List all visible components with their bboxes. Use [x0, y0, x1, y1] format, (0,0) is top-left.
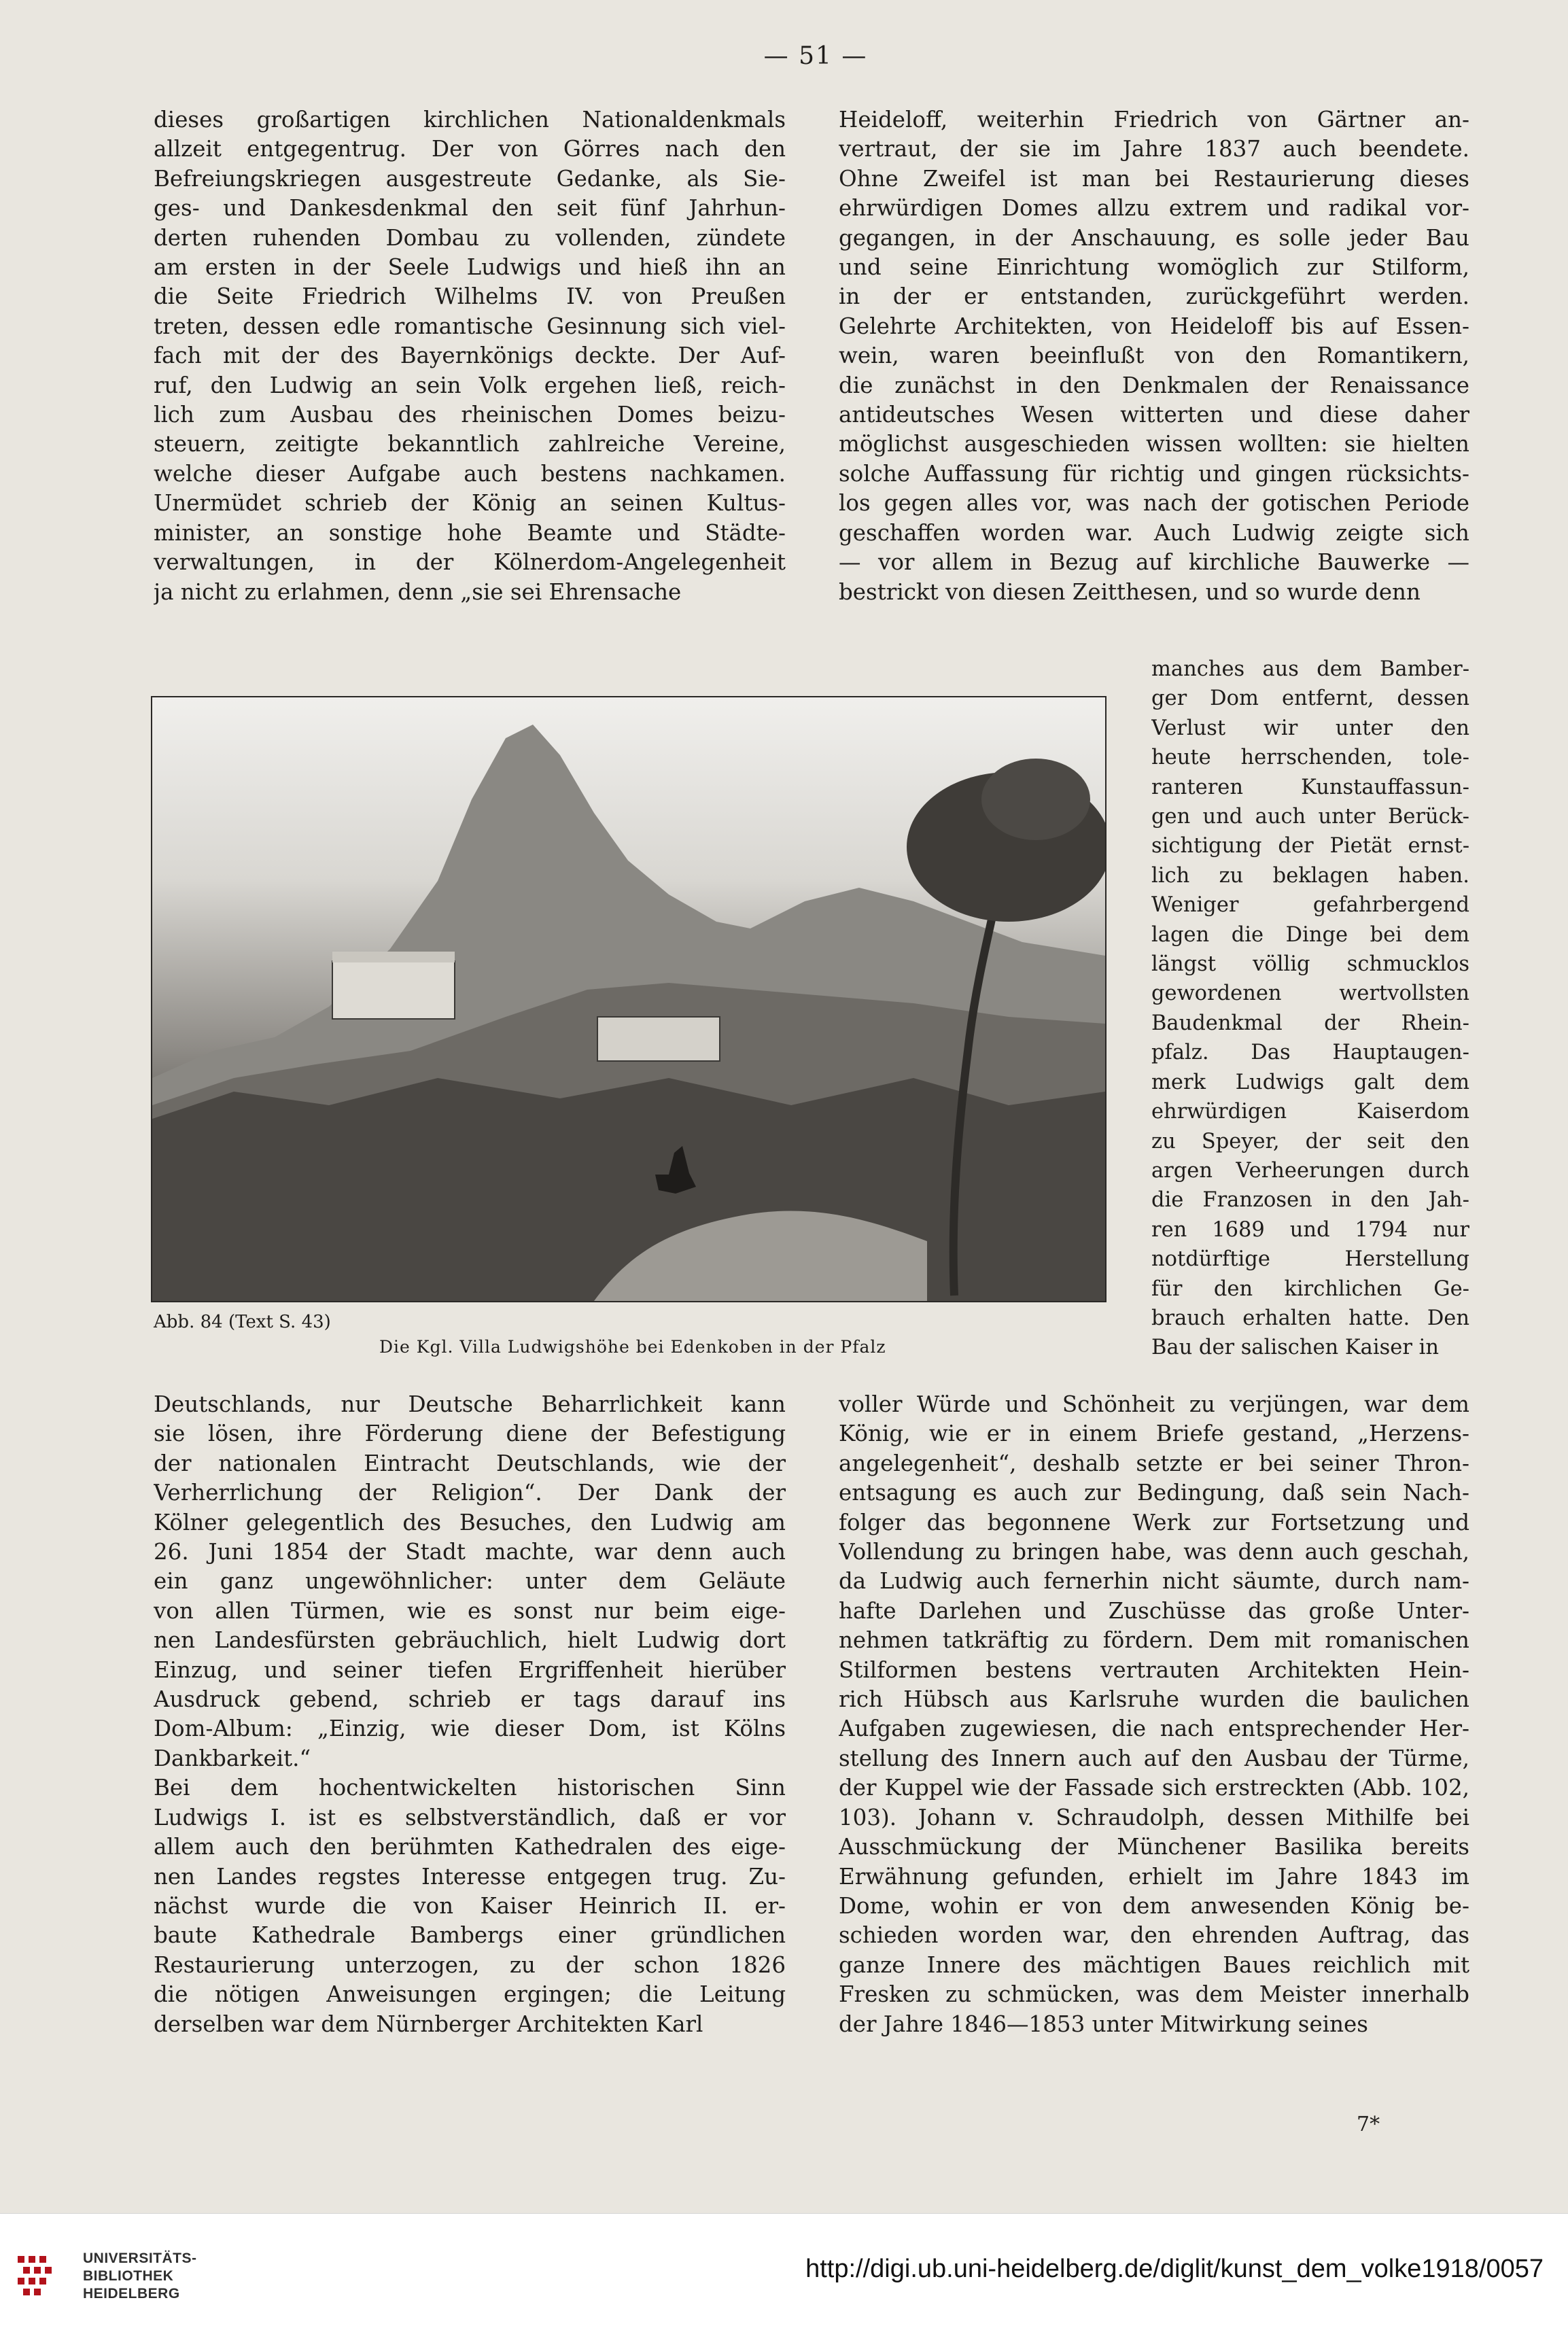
text-line: solche Auffassung für richtig und gingen rücksichts-: [839, 460, 1469, 487]
text-line: allzeit entgegentrug. Der von Görres nach den: [154, 136, 786, 162]
text-line: Deutschlands, nur Deutsche Beharrlichkeit kann: [154, 1391, 786, 1417]
text-line: ges- und Dankesdenkmal den seit fünf Jahrhun-: [154, 195, 786, 222]
text-line: notdürftige Herstellung: [1151, 1247, 1469, 1272]
text-line: Verherrlichung der Religion“. Der Dank der: [154, 1480, 786, 1506]
text-line: sichtigung der Pietät ernst-: [1151, 834, 1469, 858]
text-line: brauch erhalten hatte. Den: [1151, 1306, 1469, 1330]
text-line: der Jahre 1846—1853 unter Mitwirkung seines: [839, 2011, 1368, 2037]
text-line: Bei dem hochentwickelten historischen Sinn: [154, 1775, 786, 1801]
text-line: Unermüdet schrieb der König an seinen Kultus-: [154, 490, 786, 517]
text-line: die nötigen Anweisungen ergingen; die Leitung: [154, 1981, 786, 2008]
text-line: die Seite Friedrich Wilhelms IV. von Preußen: [154, 283, 786, 310]
text-line: lich zu beklagen haben.: [1151, 863, 1469, 888]
text-line: allem auch den berühmten Kathedralen des eige-: [154, 1834, 786, 1860]
text-line: Aufgaben zugewiesen, die nach entsprechender Her-: [839, 1716, 1469, 1742]
text-line: Stilformen bestens vertrauten Architekten Hein-: [839, 1656, 1469, 1683]
text-line: angelegenheit“, deshalb setzte er bei seiner Thron-: [839, 1450, 1469, 1476]
text-line: geschaffen worden war. Auch Ludwig zeigte sich: [839, 519, 1469, 546]
library-name-line2: BIBLIOTHEK: [83, 2268, 174, 2284]
text-line: ehrwürdigen Kaiserdom: [1151, 1100, 1469, 1124]
text-line: ren 1689 und 1794 nur: [1151, 1217, 1469, 1242]
text-line: baute Kathedrale Bambergs einer gründlichen: [154, 1922, 786, 1949]
text-line: Vollendung zu bringen habe, was denn auch geschah,: [839, 1539, 1469, 1565]
text-line: möglichst ausgeschieden wissen wollten: sie hielten: [839, 431, 1469, 457]
text-line: längst völlig schmucklos: [1151, 952, 1469, 977]
text-column-bottom-right: [839, 1390, 1469, 2039]
text-line: entsagung es auch zur Bedingung, daß sein Nach-: [839, 1480, 1469, 1506]
text-line: derten ruhenden Dombau zu vollenden, zündete: [154, 224, 786, 251]
text-line: ganze Innere des mächtigen Baues reichlich mit: [839, 1951, 1469, 1978]
text-line: treten, dessen edle romantische Gesinnung sich viel-: [154, 313, 786, 339]
text-line: von allen Türmen, wie es sonst nur beim eige-: [154, 1597, 786, 1624]
text-line: fach mit der des Bayernkönigs deckte. Der Auf-: [154, 343, 786, 369]
library-name-line1: UNIVERSITÄTS-: [83, 2251, 197, 2266]
text-line: steuern, zeitigte bekanntlich zahlreiche Vereine,: [154, 431, 786, 457]
sheet-signature: 7*: [1357, 2113, 1380, 2136]
text-line: Restaurierung unterzogen, zu der schon 1826: [154, 1951, 786, 1978]
page-number: — 51 —: [763, 42, 868, 70]
text-line: ranteren Kunstauffassun-: [1151, 775, 1469, 799]
text-line: minister, an sonstige hohe Beamte und Städte-: [154, 519, 786, 546]
text-line: nen Landesfürsten gebräuchlich, hielt Ludwig dort: [154, 1627, 786, 1654]
text-line: und seine Einrichtung womöglich zur Stilform,: [839, 254, 1469, 281]
text-line: los gegen alles vor, was nach der gotischen Periode: [839, 490, 1469, 517]
text-line: in der er entstanden, zurückgeführt werden.: [839, 283, 1469, 310]
text-line: nen Landes regstes Interesse entgegen trug. Zu-: [154, 1863, 786, 1890]
figure-reference: Abb. 84 (Text S. 43): [154, 1312, 331, 1332]
text-line: Befreiungskriegen ausgestreute Gedanke, als Sie-: [154, 165, 786, 192]
text-line: wein, waren beeinflußt von den Romantikern,: [839, 343, 1469, 369]
text-line: Verlust wir unter den: [1151, 716, 1469, 740]
text-line: gegangen, in der Anschauung, es solle jeder Bau: [839, 224, 1469, 251]
text-line: da Ludwig auch fernerhin nicht säumte, durch nam-: [839, 1568, 1469, 1595]
text-line: lich zum Ausbau des rheinischen Domes beizu-: [154, 402, 786, 428]
text-column-bottom-left: [154, 1390, 786, 2039]
text-line: Dankbarkeit.“: [154, 1745, 311, 1771]
text-line: Ohne Zweifel ist man bei Restaurierung dieses: [839, 165, 1469, 192]
text-line: — vor allem in Bezug auf kirchliche Bauwerke —: [839, 549, 1469, 576]
text-line: welche dieser Aufgabe auch bestens nachkamen.: [154, 460, 786, 487]
text-line: verwaltungen, in der Kölnerdom-Angelegenheit: [154, 549, 786, 576]
source-url-link[interactable]: http://digi.ub.uni-heidelberg.de/diglit/kunst_dem_volke1918/0057: [805, 2255, 1544, 2283]
text-line: derselben war dem Nürnberger Architekten Karl: [154, 2011, 703, 2037]
library-name-line3: HEIDELBERG: [83, 2286, 180, 2301]
text-line: König, wie er in einem Briefe gestand, „Herzens-: [839, 1421, 1469, 1447]
text-line: nächst wurde die von Kaiser Heinrich II. er-: [154, 1892, 786, 1919]
text-line: Dom-Album: „Einzig, wie dieser Dom, ist Kölns: [154, 1716, 786, 1742]
text-line: Weniger gefahrbergend: [1151, 893, 1469, 918]
figure-illustration-villa: [151, 696, 1107, 1302]
text-line: voller Würde und Schönheit zu verjüngen, war dem: [839, 1391, 1469, 1417]
text-line: heute herrschenden, tole-: [1151, 746, 1469, 770]
text-line: Baudenkmal der Rhein-: [1151, 1011, 1469, 1035]
text-line: hafte Darlehen und Zuschüsse das große Unter-: [839, 1597, 1469, 1624]
text-line: Ausschmückung der Münchener Basilika bereits: [839, 1834, 1469, 1860]
digitization-footer: [0, 2213, 1568, 2328]
text-line: Einzug, und seiner tiefen Ergriffenheit hierüber: [154, 1656, 786, 1683]
text-line: sie lösen, ihre Förderung diene der Befestigung: [154, 1421, 786, 1447]
text-line: gewordenen wertvollsten: [1151, 981, 1469, 1006]
text-line: der Kuppel wie der Fassade sich erstreckten (Abb. 102,: [839, 1775, 1469, 1801]
text-line: ger Dom entfernt, dessen: [1151, 687, 1469, 711]
text-line: die zunächst in den Denkmalen der Renaissance: [839, 372, 1469, 398]
text-line: manches aus dem Bamber-: [1151, 657, 1469, 681]
text-line: für den kirchlichen Ge-: [1151, 1276, 1469, 1301]
text-line: die Franzosen in den Jah-: [1151, 1188, 1469, 1213]
text-line: antideutsches Wesen witterten und diese daher: [839, 402, 1469, 428]
text-line: Ludwigs I. ist es selbstverständlich, daß er vor: [154, 1804, 786, 1830]
text-line: Heideloff, weiterhin Friedrich von Gärtner an-: [839, 107, 1469, 133]
text-line: vertraut, der sie im Jahre 1837 auch beendete.: [839, 136, 1469, 162]
text-line: nehmen tatkräftig zu fördern. Dem mit romanischen: [839, 1627, 1469, 1654]
text-line: folger das begonnene Werk zur Fortsetzung und: [839, 1509, 1469, 1535]
landscape-engraving: [152, 697, 1105, 1301]
text-line: Kölner gelegentlich des Besuches, den Ludwig am: [154, 1509, 786, 1535]
text-line: schieden worden war, den ehrenden Auftrag, das: [839, 1922, 1469, 1949]
text-line: der nationalen Eintracht Deutschlands, wie der: [154, 1450, 786, 1476]
text-line: 103). Johann v. Schraudolph, dessen Mithilfe bei: [839, 1804, 1469, 1830]
text-line: ein ganz ungewöhnlicher: unter dem Geläute: [154, 1568, 786, 1595]
text-line: pfalz. Das Hauptaugen-: [1151, 1041, 1469, 1065]
text-column-top-left: [154, 105, 786, 607]
text-line: bestrickt von diesen Zeitthesen, und so wurde denn: [839, 578, 1421, 605]
text-line: am ersten in der Seele Ludwigs und hieß ihn an: [154, 254, 786, 281]
text-line: merk Ludwigs galt dem: [1151, 1070, 1469, 1094]
text-line: Dome, wohin er von dem anwesenden König be-: [839, 1892, 1469, 1919]
text-column-wrap-right: [1151, 655, 1469, 1363]
text-line: Erwähnung gefunden, erhielt im Jahre 1843 im: [839, 1863, 1469, 1890]
text-column-top-right: [839, 105, 1469, 607]
text-line: Ausdruck gebend, schrieb er tags darauf ins: [154, 1686, 786, 1713]
text-line: lagen die Dinge bei dem: [1151, 922, 1469, 947]
figure-caption: Die Kgl. Villa Ludwigshöhe bei Edenkoben in der Pfalz: [379, 1337, 886, 1357]
text-line: gen und auch unter Berück-: [1151, 805, 1469, 829]
text-line: ehrwürdigen Domes allzu extrem und radikal vor-: [839, 195, 1469, 222]
text-line: argen Verheerungen durch: [1151, 1158, 1469, 1183]
university-library-logo-icon: [10, 2246, 71, 2305]
text-line: dieses großartigen kirchlichen Nationaldenkmals: [154, 107, 786, 133]
text-line: stellung des Innern auch auf den Ausbau der Türme,: [839, 1745, 1469, 1771]
text-line: Gelehrte Architekten, von Heideloff bis auf Essen-: [839, 313, 1469, 339]
text-line: 26. Juni 1854 der Stadt machte, war denn auch: [154, 1539, 786, 1565]
text-line: zu Speyer, der seit den: [1151, 1129, 1469, 1153]
text-line: Fresken zu schmücken, was dem Meister innerhalb: [839, 1981, 1469, 2008]
text-line: Bau der salischen Kaiser in: [1151, 1336, 1439, 1360]
text-line: rich Hübsch aus Karlsruhe wurden die baulichen: [839, 1686, 1469, 1713]
text-line: ruf, den Ludwig an sein Volk ergehen ließ, reich-: [154, 372, 786, 398]
text-line: ja nicht zu erlahmen, denn „sie sei Ehrensache: [154, 578, 682, 605]
